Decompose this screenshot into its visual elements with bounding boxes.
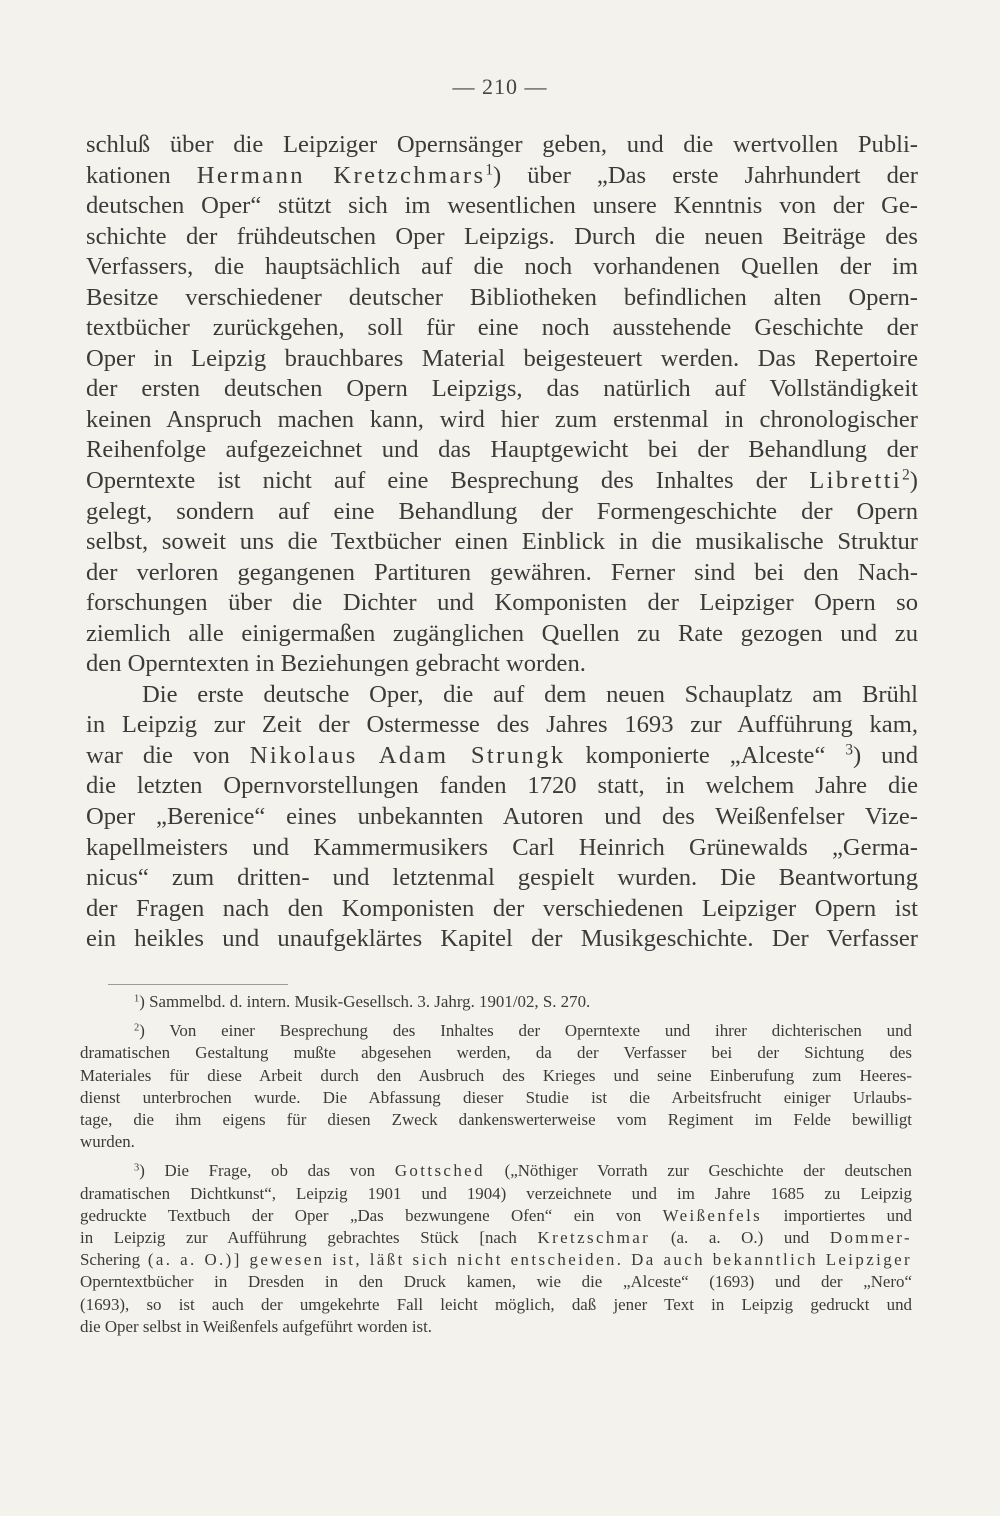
footnote-line: Materiales für diese Arbeit durch den Ausbruch des Krieges und seine Einberufung zum Heeres-: [80, 1065, 912, 1085]
body-line: der verloren gegangenen Partituren gewähren. Ferner sind bei den Nach-: [86, 558, 918, 586]
footnote-line: in Leipzig zur Aufführung gebrachtes Stück [nach Kretzschmar (a. a. O.) und Dommer-: [80, 1228, 912, 1248]
footnote-line: dramatischen Gestaltung mußte abgesehen werden, da der Verfasser bei der Sichtung des: [80, 1043, 912, 1063]
footnote-line: dienst unterbrochen wurde. Die Abfassung dieser Studie ist die Arbeitsfrucht einiger Urlaubs-: [80, 1087, 912, 1107]
body-line: Operntexte ist nicht auf eine Besprechung des Inhaltes der Libretti$^2$): [86, 466, 918, 495]
body-line: war die von Nikolaus Adam Strungk komponierte „Alceste“ $^3$) und: [86, 741, 919, 769]
footnote: [80, 1020, 912, 1153]
body-line: der Fragen nach den Komponisten der verschiedenen Leipziger Opern ist: [86, 894, 918, 922]
body-text: [86, 130, 918, 955]
body-line: Die erste deutsche Oper, die auf dem neuen Schauplatz am Brühl: [142, 680, 918, 708]
footnote-line: dramatischen Dichtkunst“, Leipzig 1901 und 1904) verzeichnete und im Jahre 1685 zu Leipzig: [80, 1183, 912, 1203]
body-line: ein heikles und unaufgeklärtes Kapitel der Musikgeschichte. Der Verfasser: [86, 925, 918, 953]
body-line: selbst, soweit uns die Textbücher einen Einblick in die musikalische Struktur: [86, 528, 918, 556]
body-line: Oper „Berenice“ eines unbekannten Autoren und des Weißenfelser Vize-: [86, 803, 918, 831]
footnote: [80, 1160, 912, 1338]
body-line: der ersten deutschen Opern Leipzigs, das natürlich auf Vollständigkeit: [86, 375, 918, 403]
body-line: textbücher zurückgehen, soll für eine noch ausstehende Geschichte der: [86, 314, 918, 342]
footnote-line: die Oper selbst in Weißenfels aufgeführt worden ist.: [80, 1316, 432, 1336]
footnote: [80, 991, 912, 1013]
body-line: ziemlich alle einigermaßen zugänglichen Quellen zu Rate gezogen und zu: [86, 619, 918, 647]
body-line: keinen Anspruch machen kann, wird hier zum erstenmal in chronologischer: [86, 405, 918, 433]
body-line: die letzten Opernvorstellungen fanden 1720 statt, in welchem Jahre die: [86, 772, 918, 800]
body-line: kationen Hermann Kretzchmars$^1$) über „Das erste Jahrhundert der: [86, 161, 918, 189]
footnotes: [80, 991, 912, 1338]
body-line: schichte der frühdeutschen Oper Leipzigs. Durch die neuen Beiträge des: [86, 222, 918, 250]
footnote-line: gedruckte Textbuch der Oper „Das bezwungene Ofen“ ein von Weißenfels importiertes und: [80, 1205, 912, 1225]
footnote-line: Operntextbücher in Dresden in den Druck kamen, wie die „Alceste“ (1693) und der „Nero“: [80, 1272, 912, 1292]
body-line: forschungen über die Dichter und Komponisten der Leipziger Opern so: [86, 589, 918, 617]
body-line: kapellmeisters und Kammermusikers Carl Heinrich Grünewalds „Germa-: [86, 833, 918, 861]
body-line: gelegt, sondern auf eine Behandlung der Formengeschichte der Opern: [86, 497, 918, 525]
footnote-line: wurden.: [80, 1132, 135, 1152]
footnote-line: $^2$) Von einer Besprechung des Inhaltes der Operntexte und ihrer dichterischen und: [134, 1021, 912, 1041]
footnote-line: $^3$) Die Frage, ob das von Gottsched („Nöthiger Vorrath zur Geschichte der deutschen: [134, 1161, 912, 1181]
footnote-divider: [108, 984, 288, 985]
body-line: schluß über die Leipziger Opernsänger geben, und die wertvollen Publi-: [86, 131, 918, 158]
body-line: in Leipzig zur Zeit der Ostermesse des Jahres 1693 zur Aufführung kam,: [86, 711, 918, 739]
body-line: den Operntexten in Beziehungen gebracht worden.: [86, 650, 586, 678]
body-line: deutschen Oper“ stützt sich im wesentlichen unsere Kenntnis von der Ge-: [86, 192, 918, 220]
footnote-line: Schering (a. a. O.)] gewesen ist, läßt sich nicht entscheiden. Da auch bekanntlich Leipziger: [80, 1250, 912, 1270]
body-line: nicus“ zum dritten- und letztenmal gespielt wurden. Die Beantwortung: [86, 864, 918, 892]
body-line: Reihenfolge aufgezeichnet und das Hauptgewicht bei der Behandlung der: [86, 436, 918, 464]
page-number: — 210 —: [452, 74, 548, 99]
body-line: Verfassers, die hauptsächlich auf die noch vorhandenen Quellen der im: [86, 253, 918, 281]
footnote-line: $^1$) Sammelbd. d. intern. Musik-Gesellsch. 3. Jahrg. 1901/02, S. 270.: [134, 992, 591, 1011]
footnote-line: tage, die ihm eigens für diesen Zweck dankenswerterweise vom Regiment im Felde bewilligt: [80, 1110, 912, 1130]
footnote-line: (1693), so ist auch der umgekehrte Fall leicht möglich, daß jener Text in Leipzig gedruckt und: [80, 1294, 912, 1314]
body-line: Oper in Leipzig brauchbares Material beigesteuert werden. Das Repertoire: [86, 344, 918, 372]
body-line: Besitze verschiedener deutscher Bibliotheken befindlichen alten Opern-: [86, 283, 918, 311]
